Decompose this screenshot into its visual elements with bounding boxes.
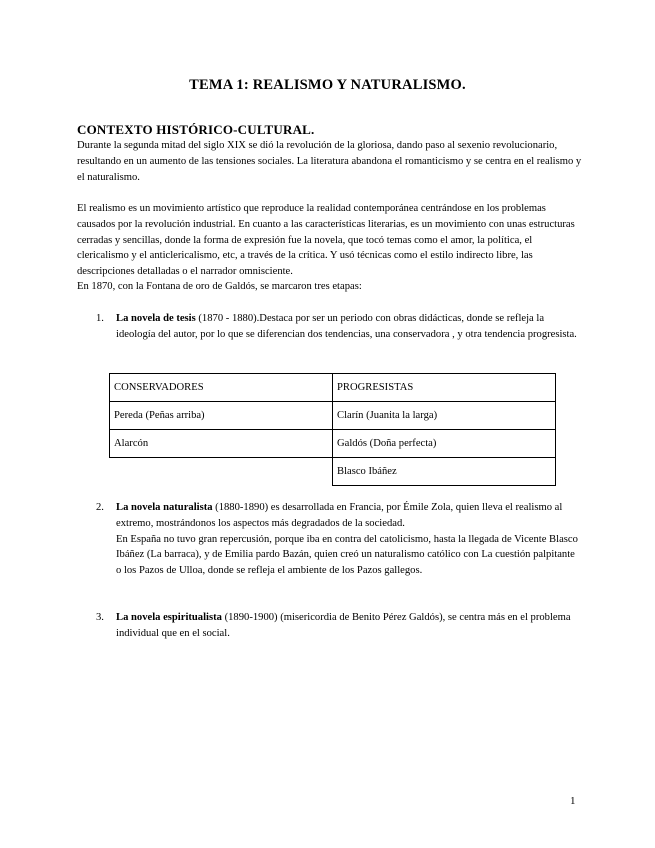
table-cell: Galdós (Doña perfecta)	[333, 430, 556, 458]
list-number: 1.	[96, 313, 104, 324]
table-cell: Blasco Ibáñez	[333, 458, 556, 486]
section-heading: CONTEXTO HISTÓRICO-CULTURAL.	[77, 122, 315, 137]
page-number: 1	[570, 795, 576, 807]
table-header-progresistas: PROGRESISTAS	[333, 374, 556, 402]
table-cell-empty	[110, 458, 333, 486]
paragraph-etapas: En 1870, con la Fontana de oro de Galdós, se marcaron tres etapas:	[77, 281, 362, 292]
list-item-novela-de-tesis	[96, 311, 580, 343]
table-header-row	[110, 374, 556, 402]
list-item-novela-naturalista	[96, 500, 580, 579]
document-title: TEMA 1: REALISMO Y NATURALISMO.	[189, 77, 466, 93]
list-number: 2.	[96, 502, 104, 513]
table-cell: Alarcón	[110, 430, 333, 458]
list-term: La novela espiritualista	[116, 612, 222, 623]
table-cell: Clarín (Juanita la larga)	[333, 402, 556, 430]
tendencias-table	[109, 373, 556, 486]
paragraph-realismo: El realismo es un movimiento artístico que reproduce la realidad contemporánea centrándose en los problemas causados por la revolución industrial. En cuanto a las características literarias, es un movimiento con unas estructuras cerradas y sencillas, donde la forma de expresión fue la novela, que tocó temas como el amor, la política, el clericalismo y el anticlericalismo, etc, a través de la crítica. Y usó técnicas como el estilo indirecto libre, las descripciones detalladas o el narrador omnisciente.	[77, 203, 575, 278]
list-extra-text: En España no tuvo gran repercusión, porque iba en contra del catolicismo, hasta la llegada de Vicente Blasco Ibáñez (La barraca), y de Emilia pardo Bazán, quien creó un naturalismo católico con La cuestión palpitante o los Pazos de Ulloa, donde se refleja el ambiente de los Pazos gallegos.	[116, 533, 578, 577]
table-row	[110, 458, 556, 486]
table-header-conservadores: CONSERVADORES	[110, 374, 333, 402]
table-row	[110, 402, 556, 430]
list-text: (1890-1900) (misericordia de Benito Pérez Galdós), se centra más en el problema individual que en el social.	[116, 612, 571, 639]
list-text: (1880-1890) es desarrollada en Francia, por Émile Zola, quien lleva el realismo al extremo, mostrándonos los aspectos más degradados de la sociedad.	[116, 502, 563, 529]
paragraph-context: Durante la segunda mitad del siglo XIX se dió la revolución de la gloriosa, dando paso al sexenio revolucionario, resultando en un aumento de las tensiones sociales. La literatura abandona el romanticismo y se centra en el realismo y el naturalismo.	[77, 140, 582, 183]
list-item-novela-espiritualista	[96, 610, 580, 642]
list-text: (1870 - 1880).Destaca por ser un periodo con obras didácticas, donde se refleja la ideología del autor, por lo que se diferencian dos tendencias, una conservadora , y otra tendencia progresista.	[116, 313, 577, 340]
list-term: La novela naturalista	[116, 502, 213, 513]
table-row	[110, 430, 556, 458]
table-cell: Pereda (Peñas arriba)	[110, 402, 333, 430]
list-number: 3.	[96, 612, 104, 623]
list-term: La novela de tesis	[116, 313, 196, 324]
